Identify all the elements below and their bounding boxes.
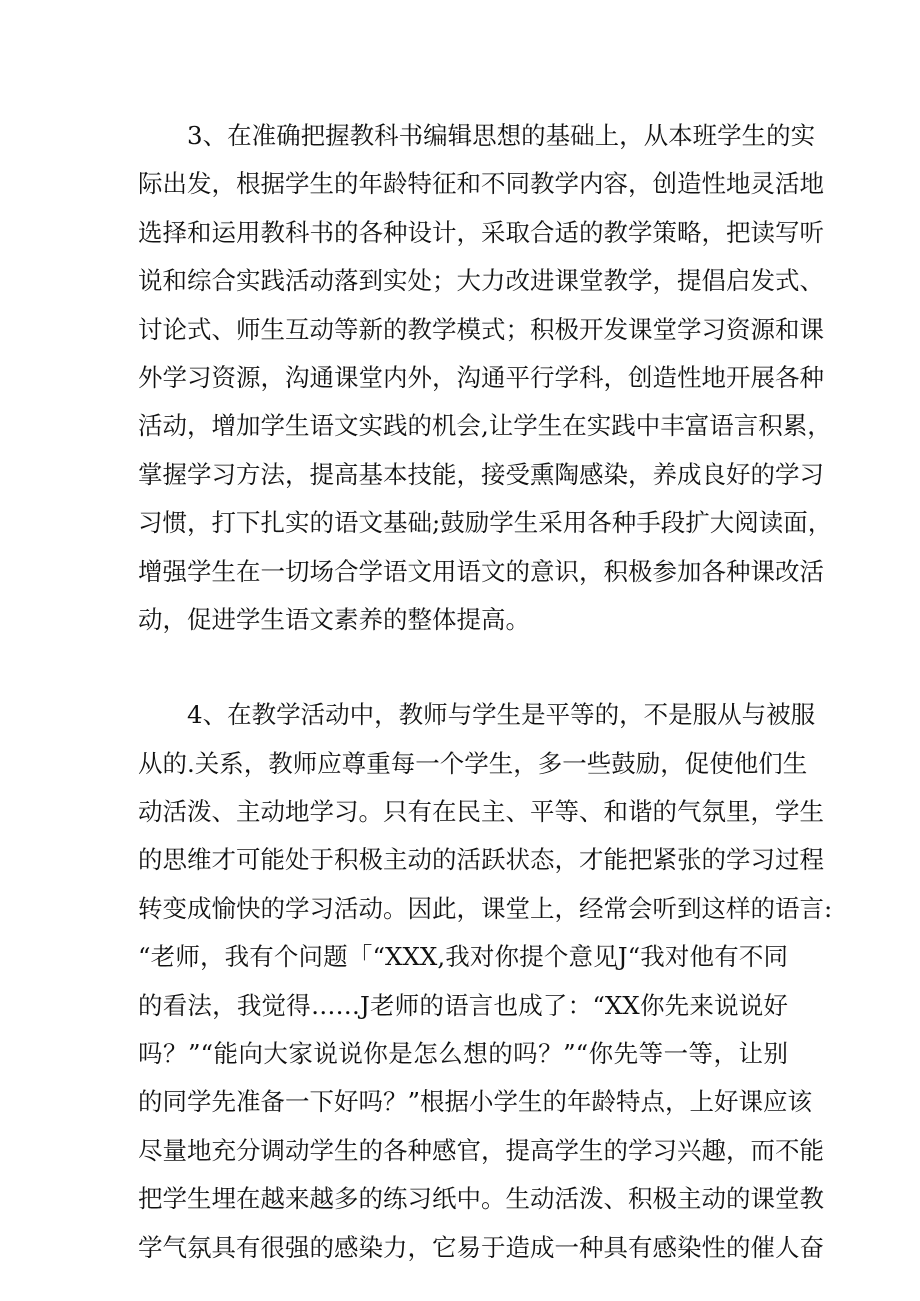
paragraph-line: 讨论式、师生互动等新的教学模式；积极开发课堂学习资源和课 — [138, 314, 824, 344]
paragraph-line: 把学生埋在越来越多的练习纸中。生动活泼、积极主动的课堂教 — [138, 1184, 824, 1214]
paragraph-4 — [138, 691, 833, 1272]
paragraph-line: 4、在教学活动中，教师与学生是平等的，不是服从与被服 — [187, 700, 816, 730]
paragraph-line: 学气氛具有很强的感染力，它易于造成一种具有感染性的催人奋 — [138, 1232, 824, 1262]
paragraph-line: 掌握学习方法，提高基本技能，接受熏陶感染，养成良好的学习 — [138, 459, 824, 489]
paragraph-line: 尽量地充分调动学生的各种感官，提高学生的学习兴趣，而不能 — [138, 1135, 824, 1165]
paragraph-line: 活动，增加学生语文实践的机会,让学生在实践中丰富语言积累， — [138, 411, 832, 441]
document-page — [138, 112, 833, 1272]
paragraph-line: 外学习资源，沟通课堂内外，沟通平行学科，创造性地开展各种 — [138, 362, 824, 392]
paragraph-line-last: 动，促进学生语文素养的整体提高。 — [138, 604, 530, 634]
paragraph-line: 习惯，打下扎实的语文基础;鼓励学生采用各种手段扩大阅读面， — [138, 508, 833, 538]
paragraph-line: 说和综合实践活动落到实处；大力改进课堂教学，提倡启发式、 — [138, 266, 824, 296]
paragraph-line: “老师，我有个问题「“XXX,我对你提个意见J“我对他有不同 — [138, 942, 788, 972]
paragraph-line: 增强学生在一切场合学语文用语文的意识，积极参加各种课改活 — [138, 556, 824, 586]
paragraph-3 — [138, 112, 833, 644]
paragraph-line: 的看法，我觉得……J老师的语言也成了：“XX你先来说说好 — [138, 990, 788, 1020]
paragraph-line: 3、在准确把握教科书编辑思想的基础上，从本班学生的实 — [187, 121, 816, 150]
paragraph-line: 从的.关系，教师应尊重每一个学生，多一些鼓励，促使他们生 — [138, 748, 808, 778]
paragraph-line: 选择和运用教科书的各种设计，采取合适的教学策略，把读写听 — [138, 217, 824, 247]
paragraph-line: 转变成愉快的学习活动。因此，课堂上，经常会听到这样的语言: — [138, 893, 833, 923]
paragraph-line: 的思维才可能处于积极主动的活跃状态，才能把紧张的学习过程 — [138, 845, 824, 875]
paragraph-spacer — [138, 644, 788, 691]
paragraph-line: 的同学先准备一下好吗？”根据小学生的年龄特点，上好课应该 — [138, 1087, 813, 1117]
paragraph-line: 吗？”“能向大家说说你是怎么想的吗？”“你先等一等，让别 — [138, 1039, 788, 1069]
paragraph-line: 动活泼、主动地学习。只有在民主、平等、和谐的气氛里，学生 — [138, 797, 824, 827]
paragraph-line: 际出发，根据学生的年龄特征和不同教学内容，创造性地灵活地 — [138, 169, 824, 199]
